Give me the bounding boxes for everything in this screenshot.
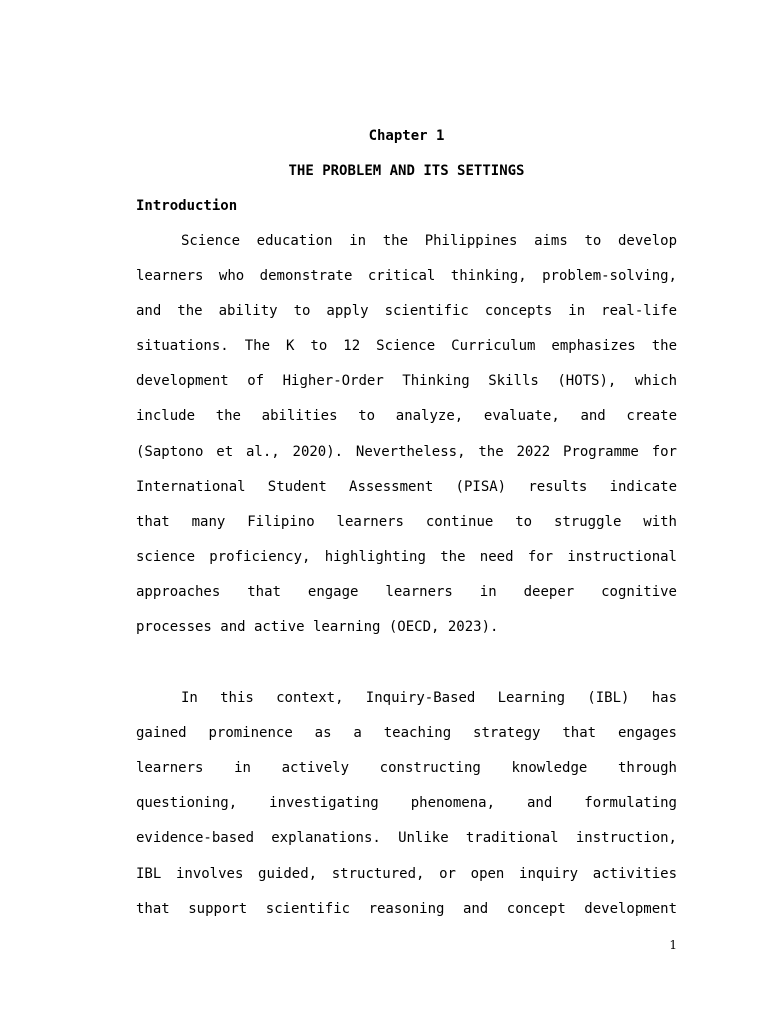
- paragraph-line: gained prominence as a teaching strategy that engages: [136, 725, 677, 741]
- paragraph-line: learners in actively constructing knowledge through: [136, 760, 677, 776]
- paragraph-line: and the ability to apply scientific concepts in real-life: [136, 303, 677, 319]
- paragraph-line: International Student Assessment (PISA) results indicate: [136, 479, 677, 495]
- paragraph-line: evidence-based explanations. Unlike traditional instruction,: [136, 830, 677, 846]
- paragraph-line: (Saptono et al., 2020). Nevertheless, the 2022 Programme for: [136, 444, 677, 460]
- page-number: 1: [669, 938, 677, 952]
- paragraph-line: IBL involves guided, structured, or open inquiry activities: [136, 866, 677, 882]
- paragraph-line: processes and active learning (OECD, 2023).: [136, 619, 499, 635]
- paragraph-line: learners who demonstrate critical thinking, problem-solving,: [136, 268, 677, 284]
- section-heading-introduction: Introduction: [136, 198, 238, 214]
- paragraph-line: approaches that engage learners in deeper cognitive: [136, 584, 677, 600]
- paragraph-line: Science education in the Philippines aims to develop: [181, 233, 677, 249]
- paragraph-line: situations. The K to 12 Science Curriculum emphasizes the: [136, 338, 677, 354]
- paragraph-line: science proficiency, highlighting the need for instructional: [136, 549, 677, 565]
- paragraph-line: include the abilities to analyze, evaluate, and create: [136, 408, 677, 424]
- paragraph-line: In this context, Inquiry-Based Learning (IBL) has: [181, 690, 677, 706]
- paragraph-line: that many Filipino learners continue to struggle with: [136, 514, 677, 530]
- paragraph-line: questioning, investigating phenomena, and formulating: [136, 795, 677, 811]
- chapter-label: Chapter 1: [368, 128, 445, 144]
- paragraph-line: development of Higher-Order Thinking Skills (HOTS), which: [136, 373, 677, 389]
- paragraph-line: that support scientific reasoning and concept development: [136, 901, 677, 917]
- chapter-title: THE PROBLEM AND ITS SETTINGS: [288, 163, 525, 179]
